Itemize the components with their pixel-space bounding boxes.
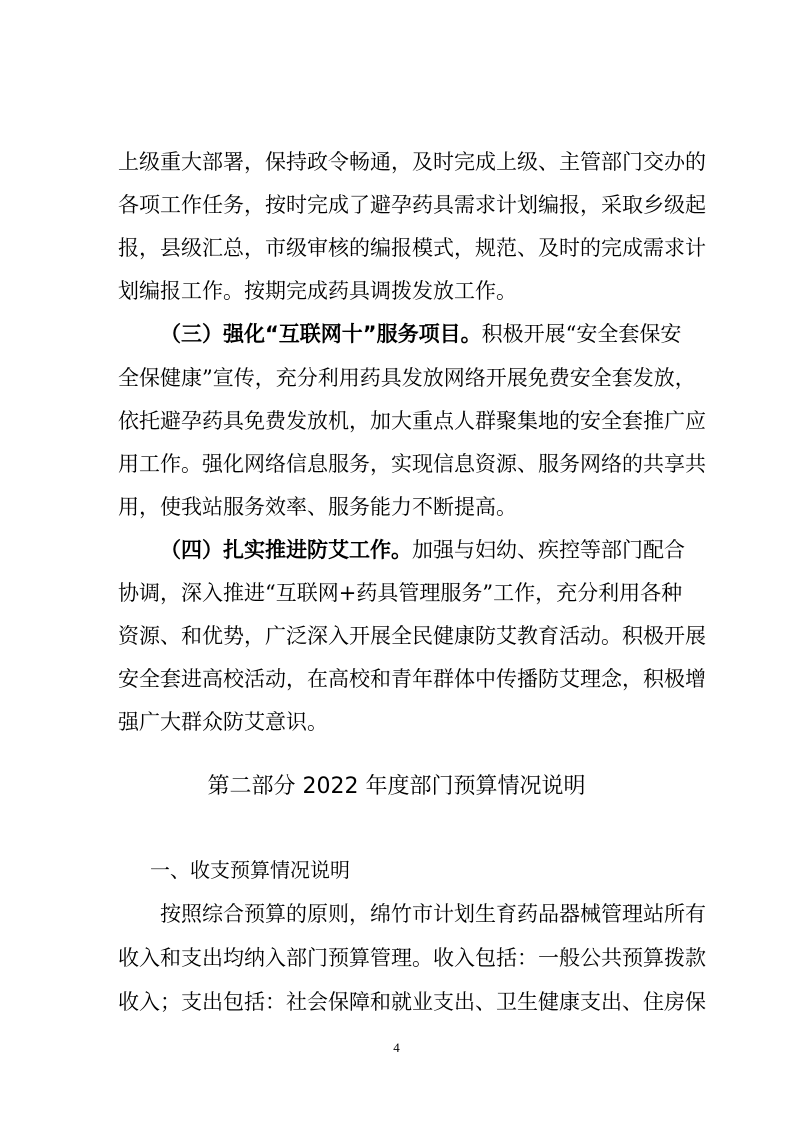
paragraph-first-line — [160, 536, 698, 564]
body-text-line: 收入和支出均纳入部门预算管理。收入包括：一般公共预算拨款 — [118, 946, 706, 970]
page-number: 4 — [393, 1040, 400, 1055]
body-text-line: 收入；支出包括：社会保障和就业支出、卫生健康支出、住房保 — [118, 990, 706, 1014]
section-title: 第二部分 2022 年度部门预算情况说明 — [207, 774, 586, 799]
body-text-line: 强广大群众防艾意识。 — [118, 710, 328, 734]
body-text-line: 按照综合预算的原则，绵竹市计划生育药品器械管理站所有 — [160, 902, 706, 926]
paragraph-heading: （四）扎实推进防艾工作。 — [160, 538, 412, 562]
body-text-line: 安全套进高校活动，在高校和青年群体中传播防艾理念，积极增 — [118, 667, 706, 691]
subheading: 一、收支预算情况说明 — [150, 858, 350, 882]
body-text-line: 各项工作任务，按时完成了避孕药具需求计划编报，采取乡级起 — [118, 193, 706, 217]
body-text-line: 用工作。强化网络信息服务，实现信息资源、服务网络的共享共 — [118, 452, 706, 476]
body-text-line: 依托避孕药具免费发放机，加大重点人群聚集地的安全套推广应 — [118, 409, 706, 433]
paragraph-heading: （三）强化“互联网十”服务项目。 — [160, 322, 482, 346]
body-text-line: 报，县级汇总，市级审核的编报模式，规范、及时的完成需求计 — [118, 236, 706, 260]
body-text: 积极开展“安全套保安 — [481, 322, 682, 346]
body-text-line: 资源、和优势，广泛深入开展全民健康防艾教育活动。积极开展 — [118, 624, 706, 648]
body-text-line: 划编报工作。按期完成药具调拨发放工作。 — [118, 279, 517, 303]
body-text: 加强与妇幼、疾控等部门配合 — [412, 538, 685, 562]
body-text-line: 协调，深入推进“互联网+药具管理服务”工作，充分利用各种 — [118, 581, 683, 605]
paragraph-first-line — [160, 320, 698, 348]
body-text-line: 全保健康”宣传，充分利用药具发放网络开展免费安全套发放， — [118, 366, 696, 390]
body-text-line: 上级重大部署，保持政令畅通，及时完成上级、主管部门交办的 — [118, 150, 706, 174]
body-text-line: 用，使我站服务效率、服务能力不断提高。 — [118, 495, 517, 519]
